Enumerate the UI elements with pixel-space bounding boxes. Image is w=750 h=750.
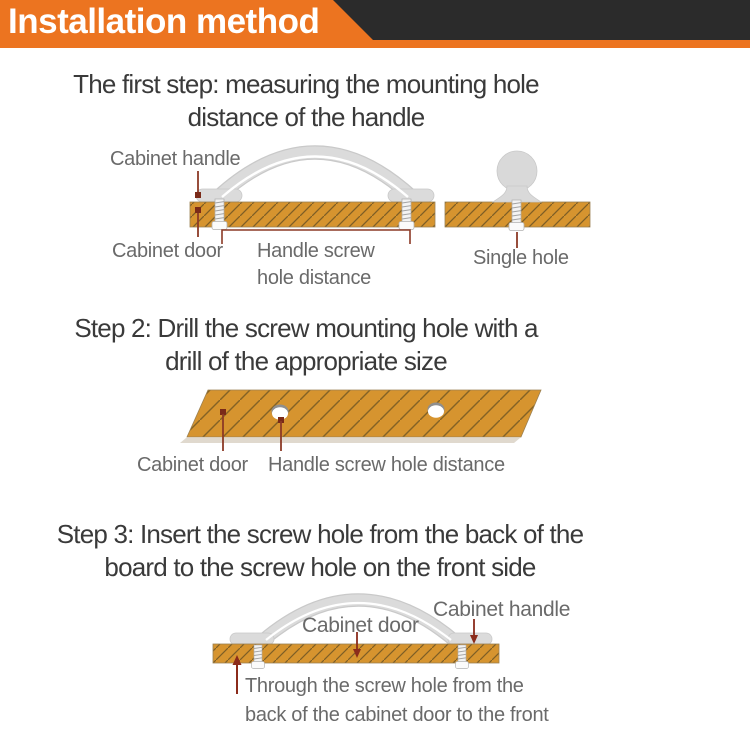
cabinet-door-board-slanted — [187, 390, 541, 437]
step3-heading-line1: Step 3: Insert the screw hole from the back of the — [56, 519, 584, 549]
step2-screw-distance-label: Handle screw hole distance — [268, 454, 505, 476]
step1-heading-line2: distance of the handle — [187, 102, 425, 132]
step1-screw-distance-label — [257, 238, 375, 292]
step3-cabinet-door-label: Cabinet door — [302, 614, 419, 637]
step2-heading — [0, 312, 612, 378]
step1-screw-distance-line2: hole distance — [257, 267, 371, 289]
knob-shape — [493, 151, 541, 202]
step3-heading — [0, 518, 640, 584]
step1-heading-line1: The first step: measuring the mounting hole — [73, 69, 539, 99]
board-shadow — [180, 438, 520, 443]
cabinet-handle-leader — [195, 171, 201, 198]
step1-single-hole-label: Single hole — [473, 247, 569, 269]
step2-heading-line2: drill of the appropriate size — [165, 346, 447, 376]
step3-through-line2: back of the cabinet door to the front — [245, 704, 549, 726]
header-banner — [0, 0, 750, 48]
step1-screw-distance-line1: Handle screw — [257, 240, 375, 262]
step3-cabinet-handle-label: Cabinet handle — [433, 598, 571, 621]
step2-diagram — [0, 378, 750, 458]
step2-heading-line1: Step 2: Drill the screw mounting hole with a — [74, 313, 538, 343]
drilled-hole-right — [428, 403, 445, 418]
step3-through-label — [245, 672, 549, 730]
step2-cabinet-door-label: Cabinet door — [137, 454, 248, 476]
step1-cabinet-door-label: Cabinet door — [112, 240, 223, 262]
page-title: Installation method — [8, 2, 320, 41]
step1-cabinet-handle-label: Cabinet handle — [110, 148, 241, 170]
step1-heading — [0, 68, 612, 134]
step3-heading-line2: board to the screw hole on the front side — [104, 552, 536, 582]
step3-through-line1: Through the screw hole from the — [245, 675, 524, 697]
